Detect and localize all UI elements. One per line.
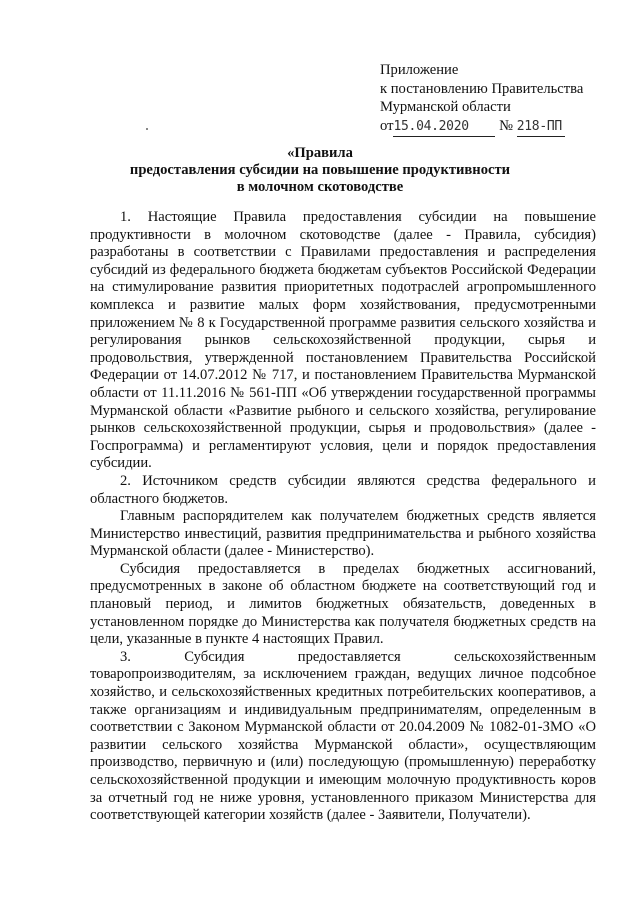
heading-line-2: предоставления субсидии на повышение продуктивности	[129, 162, 511, 178]
appendix-title: Приложение	[380, 62, 459, 78]
paragraph-3: Главным распорядителем как получателем бюджетных средств является Министерство инвестиций, развития предпринимательства и рыбного хозяйства Мурманской области (далее - Министерство).	[90, 508, 596, 560]
appendix-block	[380, 61, 620, 137]
appendix-line-region: Мурманской области	[380, 99, 511, 115]
heading-line-3: в молочном скотоводстве	[236, 179, 404, 195]
decree-date: 15.04.2020	[393, 118, 469, 134]
paragraph-2: 2. Источником средств субсидии являются средства федерального и областного бюджетов.	[90, 472, 596, 507]
paragraph-5: 3. Субсидия предоставляется сельскохозяйственным товаропроизводителям, за исключением граждан, ведущих личное подсобное хозяйство, и сельскохозяйственных кредитных потребительских кооперативов, а также организациям и индивидуальным предпринимателям, определенным в соответствии с Законом Мурманской области от 20.04.2009 № 1082-01-ЗМО «О развитии сельского хозяйства Мурманской области», осуществляющим производство, первичную и (или) последующую (промышленную) переработку сельскохозяйственной продукции и имеющим молочную продуктивность коров за отчетный год не ниже уровня, установленного приказом Министерства для соответствующей категории хозяйств (далее - Заявители, Получатели).	[90, 648, 596, 824]
appendix-line-decree: к постановлению Правительства	[380, 80, 584, 97]
from-label: от	[380, 117, 394, 134]
number-label: №	[499, 117, 514, 134]
document-heading	[95, 145, 545, 196]
paragraph-1: 1. Настоящие Правила предоставления субсидии на повышение продуктивности в молочном скотоводстве (далее - Правила, субсидия) разработаны в соответствии с Правилами предоставления и распределения субсидий из федерального бюджета бюджетам субъектов Российской Федерации на стимулирование развития приоритетных подотраслей агропромышленного комплекса и развитие малых форм хозяйствования, предусмотренными приложением № 8 к Государственной программе развития сельского хозяйства и регулирования рынков сельскохозяйственной продукции, сырья и продовольствия, утвержденной постановлением Правительства Российской Федерации от 14.07.2012 № 717, и постановлением Правительства Мурманской области от 11.11.2016 № 561-ПП «Об утверждении государственной программы Мурманской области «Развитие рыбного и сельского хозяйства, регулирование рынков сельскохозяйственной продукции, сырья и продовольствия» (далее - Госпрограмма) и регламентируют условия, цели и порядок предоставления субсидии.	[90, 209, 596, 472]
document-body	[90, 209, 596, 825]
decree-number: 218-ПП	[516, 118, 562, 134]
heading-line-1: «Правила	[287, 145, 353, 161]
scan-dot	[146, 128, 148, 130]
appendix-date-line	[380, 117, 620, 138]
paragraph-4: Субсидия предоставляется в пределах бюджетных ассигнований, предусмотренных в законе об областном бюджете на соответствующий год и плановый период, и лимитов бюджетных обязательств, доведенных в установленном порядке до Министерства как получателя бюджетных средств на цели, указанные в пункте 4 настоящих Правил.	[90, 560, 596, 648]
